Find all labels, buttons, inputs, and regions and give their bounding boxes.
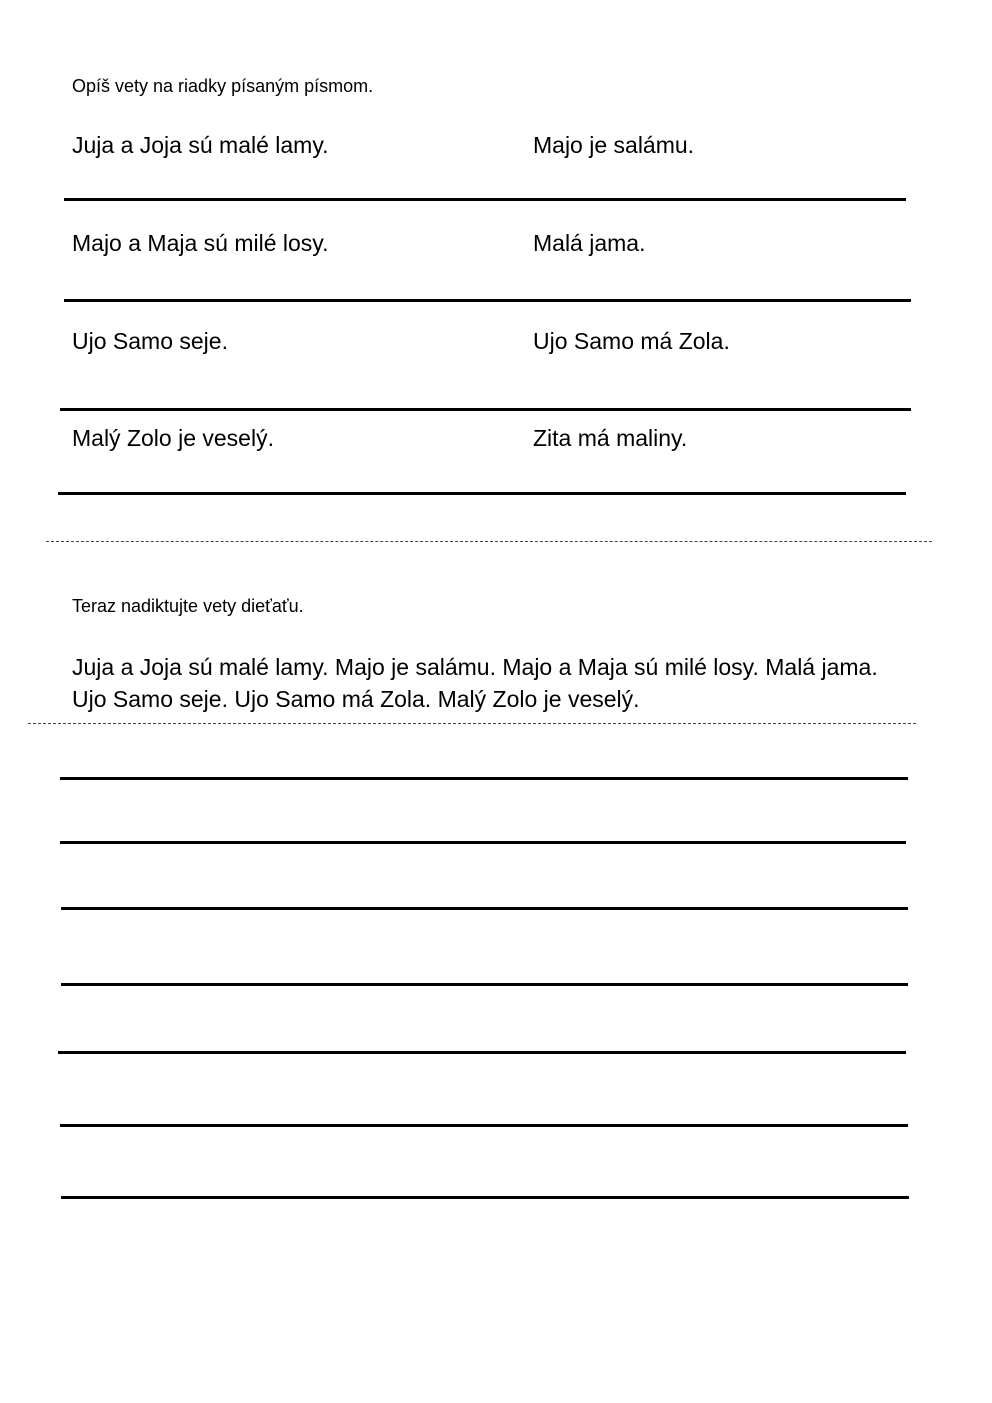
dictation-instruction: Teraz nadiktujte vety dieťaťu.	[72, 596, 304, 616]
writing-line	[58, 1051, 906, 1054]
writing-line	[61, 983, 908, 986]
copy-instruction: Opíš vety na riadky písaným písmom.	[72, 76, 374, 96]
sentence-row1-left: Juja a Joja sú malé lamy.	[72, 132, 329, 158]
writing-line	[64, 299, 911, 302]
writing-line	[61, 907, 908, 910]
sentence-row3-right: Ujo Samo má Zola.	[533, 328, 730, 354]
sentence-row4-left: Malý Zolo je veselý.	[72, 425, 274, 451]
writing-line	[61, 1196, 909, 1199]
writing-line	[58, 492, 906, 495]
sentence-row2-left: Majo a Maja sú milé losy.	[72, 230, 329, 256]
dictation-line-2: Ujo Samo seje. Ujo Samo má Zola. Malý Zolo je veselý.	[72, 686, 640, 712]
writing-line	[60, 841, 906, 844]
writing-line	[60, 408, 911, 411]
writing-line	[64, 198, 906, 201]
writing-line	[60, 1124, 908, 1127]
sentence-row2-right: Malá jama.	[533, 230, 646, 256]
sentence-row4-right: Zita má maliny.	[533, 425, 688, 451]
dictation-line-1: Juja a Joja sú malé lamy. Majo je salámu. Majo a Maja sú milé losy. Malá jama.	[72, 654, 878, 680]
sentence-row1-right: Majo je salámu.	[533, 132, 695, 158]
dashed-separator	[28, 723, 916, 724]
dictation-text	[72, 651, 878, 715]
dashed-separator	[46, 541, 932, 542]
writing-line	[60, 777, 908, 780]
sentence-row3-left: Ujo Samo seje.	[72, 328, 228, 354]
